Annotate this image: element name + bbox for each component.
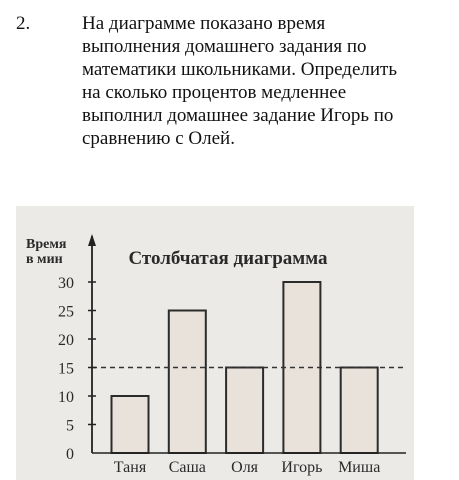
problem-text-line: выполнения домашнего задания по: [82, 36, 367, 57]
x-tick-label: Оля: [231, 459, 259, 476]
problem-text-line: математики школьниками. Определить: [82, 59, 398, 80]
bar-2: [169, 311, 206, 454]
x-tick-label: Игорь: [281, 459, 323, 476]
y-axis-label: Время: [26, 237, 67, 252]
y-tick-label: 20: [58, 332, 74, 349]
problem-text-line: на сколько процентов медленнее: [82, 82, 347, 103]
bar-chart: [16, 206, 414, 480]
problem-text-line: На диаграмме показано время: [82, 13, 326, 34]
y-tick-label: 25: [58, 303, 74, 321]
chart-figure: [16, 206, 414, 480]
y-axis-arrow: [88, 234, 96, 246]
y-tick-label: 10: [58, 389, 74, 406]
y-axis-label: в мин: [26, 252, 63, 267]
x-tick-label: Миша: [338, 459, 381, 476]
bar-3: [226, 368, 263, 454]
y-tick-label: 30: [58, 275, 74, 292]
x-tick-label: Таня: [113, 459, 147, 476]
problem-text-line: выполнил домашнее задание Игорь по: [82, 105, 394, 126]
chart-title: Столбчатая диаграмма: [128, 248, 328, 269]
y-tick-label: 5: [66, 417, 74, 435]
y-tick-label: 15: [58, 360, 74, 378]
bar-5: [341, 368, 378, 454]
problem-number: 2.: [16, 13, 31, 34]
problem-text: [82, 12, 447, 150]
problem-text-line: сравнению с Олей.: [82, 128, 235, 149]
bar-1: [112, 396, 149, 453]
y-tick-label: 0: [66, 446, 74, 463]
x-tick-label: Саша: [168, 459, 206, 476]
